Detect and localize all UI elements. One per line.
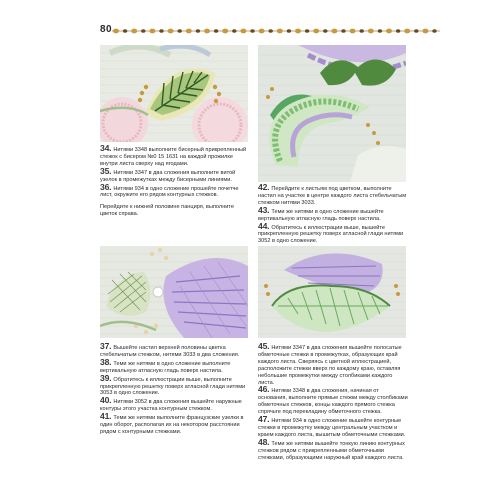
bead [168,29,174,34]
step-39 [100,372,250,398]
bead [159,29,163,33]
bead [178,29,182,33]
section-intro-paragraph: Перейдите к нижней половине панциря, выполните цветок справа. [100,204,235,218]
step-35 [100,165,250,184]
embroidery-photo-green-leaves [258,45,406,182]
step-number: 34. [100,143,112,153]
step-number: 41. [100,411,112,422]
bead [422,29,428,34]
step-number: 35. [100,165,112,176]
bead [131,29,137,34]
bead [323,29,327,33]
bead [196,29,200,33]
step-42 [258,184,408,207]
step-43 [258,204,408,223]
bead [414,29,418,33]
bead [287,29,291,33]
step-37 [100,343,250,359]
step-48 [258,436,408,462]
step-number: 39. [100,372,112,383]
step-text: Обратитесь к иллюстрации выше, выполните прикрепленную решетку поверх атласной глади нитями 3053 в одно сложение. [100,376,246,397]
bead [204,29,210,34]
bead [341,29,345,33]
step-text: Нитями 934 в одно сложение вышейте контурные стежки в промежутку между центральным участком и краем каждого листа, вышитым обметочными стежками. [258,418,406,438]
bead [123,29,127,33]
step-number: 37. [100,341,112,351]
bead [378,29,382,33]
bead [313,29,319,34]
instructions-left-top [100,145,250,218]
step-text: Теми же нитями вышейте тонкую линию контурных стежков рядом с прикрепленными обметочными стежками, образующими наружный край каждого листа. [258,440,405,461]
step-45 [258,343,408,386]
step-number: 47. [258,414,270,425]
bead [141,29,145,33]
step-text: Теми же нитями в одно сложение вышейте вертикальную атласную гладь поверх настила. [258,208,384,222]
step-number: 46. [258,384,270,395]
instructions-left-bottom [100,343,250,436]
step-41 [100,413,250,436]
step-number: 45. [258,341,270,351]
step-text: Перейдите к листьям под цветком, выполните настил на участке в центре каждого листа стебельчатым стежком нитями 3033. [258,186,407,206]
bead [240,29,246,34]
bead [250,29,254,33]
step-text: Теми же нитями выполните французские узелки в один оборот, располагая их на некотором расстоянии рядом с контурными стежками. [100,415,244,435]
step-46 [258,386,408,416]
bead [232,29,236,33]
bead [214,29,218,33]
bead [186,29,192,34]
step-text: Теми же нитями в одно сложение выполните вертикальную атласную гладь поверх настила. [100,360,231,374]
step-text: Обратитесь к иллюстрации выше, вышейте прикрепленную решетку поверх атласной глади нитями 3052 в одно сложение. [258,224,404,245]
bead [305,29,309,33]
step-number: 43. [258,204,270,215]
bead [396,29,400,33]
step-number: 44. [258,220,270,231]
bead-border-decoration [112,28,440,34]
step-text: Нитями 3347 в два сложения выполните витой узелок в промежутках между бисерными линиями. [100,169,236,183]
bead [386,29,392,34]
step-number: 38. [100,356,112,367]
bead [222,29,228,34]
step-44 [258,220,408,246]
bead [368,29,374,34]
step-number: 40. [100,395,112,406]
step-number: 36. [100,181,112,192]
bead [113,29,119,34]
step-38 [100,356,250,375]
bead [331,29,337,34]
bead [269,29,273,33]
bead [360,29,364,33]
instructions-right [258,184,408,245]
step-40 [100,397,250,413]
step-47 [258,416,408,439]
bead [259,29,265,34]
step-text: Нитями 3348 в два сложения, начиная от основания, выполните прямые стежки между столбиками обметочных стежков, концы каждого прямого стежка спрячьте под перекладину обметочного стежка. [258,388,408,416]
bead [432,29,436,33]
step-36 [100,181,250,200]
bead [277,29,283,34]
embroidery-photo-berries-leaf [100,45,248,142]
step-text: Нитями 3347 в два сложения вышейте полосатые обметочные стежки в промежутках, образующих край каждого листа. Сверяясь с цветной иллюстрацией, расположите стежки вверх по каждому краю, оставляя небольшие промежутки между столбиками каждого листа. [258,345,402,386]
step-text: Вышейте настил верхней половины цветка стебельчатым стежком, нитями 3033 в два сложения. [100,345,240,358]
embroidery-photo-lilac-flower [100,246,248,338]
instructions-right-bottom [258,343,408,462]
step-text: Нитями 934 в одно сложение прошейте почетче лист, окружите его рядом контурных стежков. [100,185,239,199]
bead [295,29,301,34]
step-number: 42. [258,182,270,192]
step-text: Нитями 3052 в два сложения вышейте наружные контуры этого участка контурным стежком. [100,399,242,413]
step-number: 48. [258,436,270,447]
page-number: 80 [100,24,113,35]
bead [149,29,155,34]
embroidery-photo-striped-leaves [258,246,406,338]
step-34 [100,145,250,168]
bead [350,29,356,34]
step-text: Нитями 3348 выполните бисерный прикрепленный стежок с бисером №0 15 1631 на каждой прожилке внутри листа сверху над ягодами. [100,147,247,167]
bead [404,29,410,34]
